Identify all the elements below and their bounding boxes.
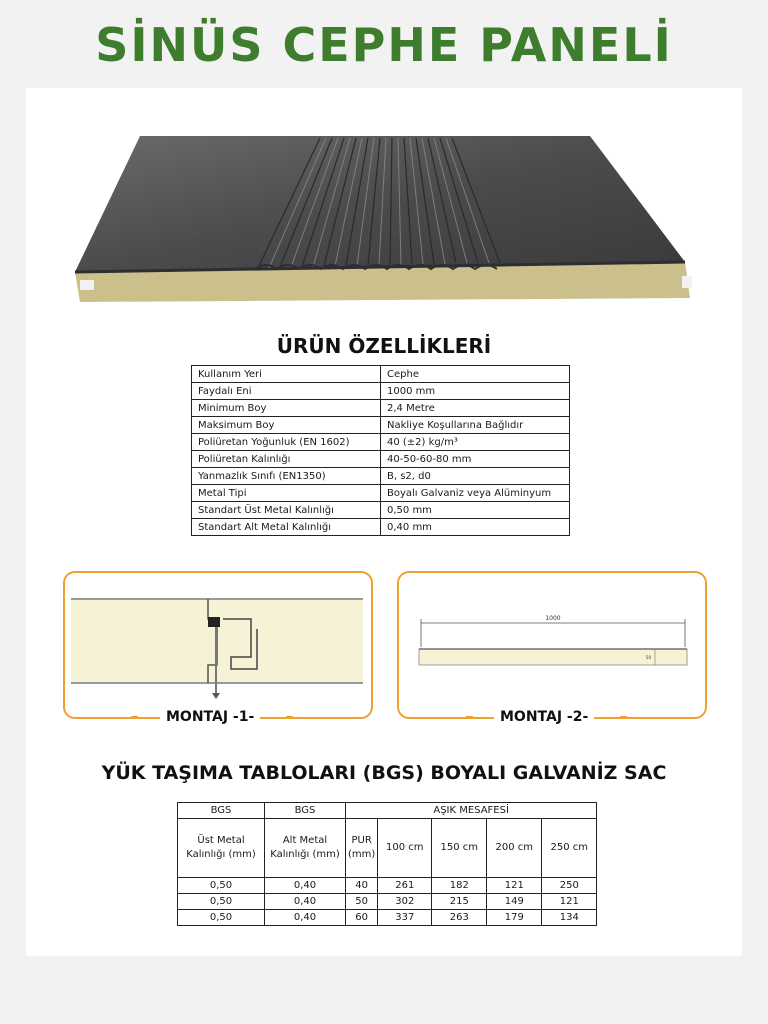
spec-value: 40 (±2) kg/m³ <box>381 434 570 451</box>
header-pur: PUR (mm) <box>346 819 378 878</box>
page-title: SİNÜS CEPHE PANELİ <box>95 18 673 72</box>
header-upper-thickness: Üst Metal Kalınlığı (mm) <box>178 819 265 878</box>
table-row <box>192 366 570 383</box>
spec-value: B, s2, d0 <box>381 468 570 485</box>
montaj-1-box <box>63 571 373 719</box>
table-row <box>178 878 597 894</box>
spec-key: Minimum Boy <box>192 400 381 417</box>
montaj-2-dimension-drawing <box>399 573 705 717</box>
header-span: 100 cm <box>378 819 432 878</box>
table-row <box>178 894 597 910</box>
header-lower-thickness: Alt Metal Kalınlığı (mm) <box>265 819 346 878</box>
cell-upper: 0,50 <box>178 878 265 894</box>
cell-upper: 0,50 <box>178 910 265 926</box>
cell-value: 302 <box>378 894 432 910</box>
spec-value: 2,4 Metre <box>381 400 570 417</box>
cell-lower: 0,40 <box>265 878 346 894</box>
spec-value: Nakliye Koşullarına Bağlıdır <box>381 417 570 434</box>
table-row <box>192 417 570 434</box>
table-header-row <box>178 819 597 878</box>
spec-table <box>191 365 570 536</box>
header-span: 250 cm <box>542 819 597 878</box>
cell-value: 179 <box>487 910 542 926</box>
cell-pur: 50 <box>346 894 378 910</box>
spec-key: Faydalı Eni <box>192 383 381 400</box>
bgs-heading: YÜK TAŞIMA TABLOLARI (BGS) BOYALI GALVANİZ SAC <box>101 762 667 784</box>
table-header-row <box>178 803 597 819</box>
montaj-1-accent-dash-right <box>286 716 293 719</box>
spec-key: Poliüretan Kalınlığı <box>192 451 381 468</box>
montaj-1-accent-dash-left <box>131 716 138 719</box>
spec-value: 0,40 mm <box>381 519 570 536</box>
spec-key: Standart Alt Metal Kalınlığı <box>192 519 381 536</box>
spec-value: Cephe <box>381 366 570 383</box>
cell-value: 134 <box>542 910 597 926</box>
montaj-2-accent-dash-right <box>620 716 627 719</box>
table-row <box>192 502 570 519</box>
header-span-group: AŞIK MESAFESİ <box>346 803 597 819</box>
cell-lower: 0,40 <box>265 894 346 910</box>
cell-value: 263 <box>432 910 487 926</box>
table-row <box>192 383 570 400</box>
spec-key: Maksimum Boy <box>192 417 381 434</box>
cell-value: 121 <box>542 894 597 910</box>
cell-upper: 0,50 <box>178 894 265 910</box>
cell-value: 261 <box>378 878 432 894</box>
table-row <box>192 434 570 451</box>
table-row <box>192 485 570 502</box>
spec-key: Kullanım Yeri <box>192 366 381 383</box>
spec-key: Standart Üst Metal Kalınlığı <box>192 502 381 519</box>
spec-key: Yanmazlık Sınıfı (EN1350) <box>192 468 381 485</box>
cell-lower: 0,40 <box>265 910 346 926</box>
spec-value: 40-50-60-80 mm <box>381 451 570 468</box>
montaj-2-accent-dash-left <box>466 716 473 719</box>
cell-pur: 60 <box>346 910 378 926</box>
montaj-2-box <box>397 571 707 719</box>
table-row <box>178 910 597 926</box>
montaj-2-width-dimension: 1000 <box>545 615 561 622</box>
montaj-2-thickness-dimension: 50 <box>645 655 651 660</box>
sinus-panel-illustration <box>70 130 700 305</box>
cell-pur: 40 <box>346 878 378 894</box>
montaj-2-label: MONTAJ -2- <box>494 709 594 725</box>
montaj-1-label: MONTAJ -1- <box>160 709 260 725</box>
header-span: 200 cm <box>487 819 542 878</box>
spec-value: Boyalı Galvaniz veya Alüminyum <box>381 485 570 502</box>
table-row <box>192 451 570 468</box>
load-table <box>177 802 597 926</box>
spec-key: Metal Tipi <box>192 485 381 502</box>
spec-value: 0,50 mm <box>381 502 570 519</box>
montaj-1-detail-drawing <box>65 573 371 717</box>
table-row <box>192 519 570 536</box>
spec-key: Poliüretan Yoğunluk (EN 1602) <box>192 434 381 451</box>
header-bgs-lower: BGS <box>265 803 346 819</box>
cell-value: 215 <box>432 894 487 910</box>
header-bgs-upper: BGS <box>178 803 265 819</box>
header-span: 150 cm <box>432 819 487 878</box>
cell-value: 121 <box>487 878 542 894</box>
table-row <box>192 468 570 485</box>
spec-heading: ÜRÜN ÖZELLİKLERİ <box>276 334 492 358</box>
spec-value: 1000 mm <box>381 383 570 400</box>
cell-value: 149 <box>487 894 542 910</box>
cell-value: 250 <box>542 878 597 894</box>
cell-value: 337 <box>378 910 432 926</box>
cell-value: 182 <box>432 878 487 894</box>
table-row <box>192 400 570 417</box>
